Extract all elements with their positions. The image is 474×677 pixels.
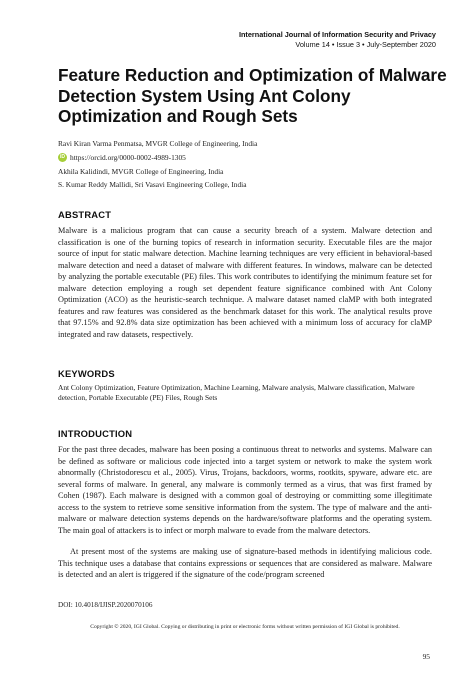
introduction-paragraph-1: For the past three decades, malware has been posing a continuous threat to networks and systems. Malware can be defined as software or malicious code injected into a target system or network to make the system work abnormally (Christodorescu et al., 2005). Virus, Trojans, backdoors, worms, rootkits, spyware, adware etc. are several forms of malware. In general, any malware is commonly termed as a virus, that was first framed by Cohen (1987). Each malware is designed with a common goal of destroying or committing some illegitimate access to the system to retrieve some sensitive information from the system. The type of malware and the anti-malware or malware detection systems depends on the hardware/software platforms and the operating system. The main goal of attackers is to infect or morph malware to evade from the malware detectors.: [58, 445, 432, 535]
page-number: 95: [422, 652, 430, 661]
paper-title: Feature Reduction and Optimization of Malware Detection System Using Ant Colony Optimization and Rough Sets: [58, 65, 447, 127]
journal-header: [239, 30, 436, 50]
keywords-heading: KEYWORDS: [58, 368, 115, 379]
orcid-icon: iD: [60, 154, 65, 160]
introduction-heading: INTRODUCTION: [58, 428, 133, 439]
doi: DOI: 10.4018/IJISP.2020070106: [58, 601, 153, 609]
abstract-text: Malware is a malicious program that can cause a security breach of a system. Malware detection and classification is one of the burning topics of research in information security. Executable files are the major source of input for static malware detection. Machine learning techniques are very efficient in behavioral-based malware detection and need a dataset of malware with different features. In windows, malware can be detected by analyzing the portable executable (PE) files. This work contributes to identifying the minimum feature set for malware detection employing a rough set dependent feature significance combined with Ant Colony Optimization (ACO) as the heuristic-search technique. A malware dataset named claMP with both integrated features and raw features was considered as the benchmark dataset for this work. The analytical results prove that 97.15% and 92.8% data size optimization has been achieved with a minimum loss of accuracy for claMP integrated and raw datasets, respectively.: [58, 226, 432, 339]
keywords-text: Ant Colony Optimization, Feature Optimization, Machine Learning, Malware analysis, Malware classification, Malware detection, Portable Executable (PE) Files, Rough Sets: [58, 383, 415, 402]
journal-issue: Volume 14 • Issue 3 • July-September 2020: [295, 40, 436, 50]
orcid-row: [58, 153, 186, 162]
copyright-notice: Copyright © 2020, IGI Global. Copying or distributing in print or electronic forms without written permission of IGI Global is prohibited.: [90, 624, 400, 630]
author-3: S. Kumar Reddy Mallidi, Sri Vasavi Engineering College, India: [58, 180, 247, 189]
orcid-link[interactable]: https://orcid.org/0000-0002-4989-1305: [70, 153, 186, 162]
journal-name: International Journal of Information Security and Privacy: [238, 30, 436, 39]
author-1: Ravi Kiran Varma Penmatsa, MVGR College of Engineering, India: [58, 139, 258, 148]
abstract-heading: ABSTRACT: [58, 209, 112, 220]
author-2: Akhila Kalidindi, MVGR College of Engineering, India: [58, 167, 224, 176]
introduction-paragraph-2: At present most of the systems are making use of signature-based methods in identifying malicious code. This technique uses a database that contains expressions or sequences that are considered as malware. Malware is detected and an alert is triggered if the signature of the code/program screened: [58, 547, 432, 580]
